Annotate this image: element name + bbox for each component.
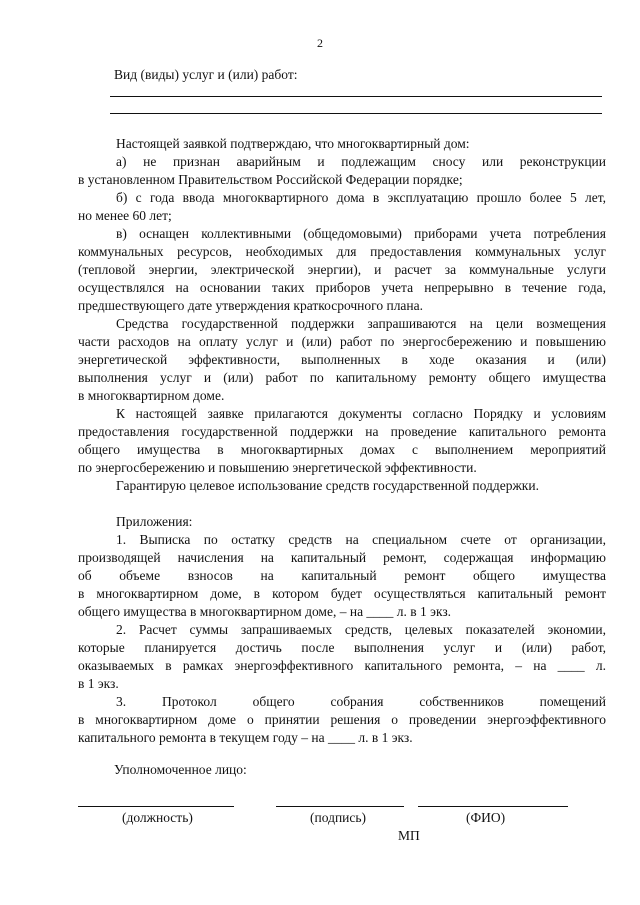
application-body: [78, 135, 606, 747]
condition-v-line-5: предшествующего дате утверждения краткосрочного плана.: [78, 298, 424, 313]
work-type-fill-line-2: [110, 113, 602, 114]
attachment-2-line-4: в 1 экз.: [78, 676, 119, 691]
attachment-2-line-3: оказываемых в рамках энергоэффективного капитального ремонта, – на ____ л.: [78, 658, 606, 673]
support-purpose-line-1: Средства государственной поддержки запрашиваются на цели возмещения: [116, 316, 606, 331]
condition-a-line-1: а) не признан аварийным и подлежащим сносу или реконструкции: [116, 154, 606, 169]
stamp-place: МП: [398, 828, 420, 843]
spacer: [78, 495, 606, 513]
attached-docs-line-1: К настоящей заявке прилагаются документы согласно Порядку и условиям: [116, 406, 606, 421]
attached-docs-line-3: общего имущества в многоквартирных домах с выполнением мероприятий: [78, 442, 606, 457]
condition-b-line-2: но менее 60 лет;: [78, 208, 172, 223]
attachment-1-line-3: об объеме взносов на капитальный ремонт общего имущества: [78, 568, 606, 583]
name-fill-line: [418, 806, 568, 807]
condition-v-line-1: в) оснащен коллективными (общедомовыми) приборами учета потребления: [116, 226, 606, 241]
attachment-1-line-2: производящей начисления на капитальный ремонт, содержащая информацию: [78, 550, 606, 565]
intro-paragraph: Настоящей заявкой подтверждаю, что многоквартирный дом:: [116, 136, 470, 151]
condition-b-line-1: б) с года ввода многоквартирного дома в эксплуатацию прошло более 5 лет,: [116, 190, 606, 205]
attachment-1-line-4: в многоквартирном доме, в котором будет осуществляться капитальный ремонт: [78, 586, 606, 601]
attachment-2-line-2: которые планируется достичь после выполнения услуг и (или) работ,: [78, 640, 606, 655]
condition-v-line-2: коммунальных ресурсов, необходимых для предоставления коммунальных услуг: [78, 244, 606, 259]
name-caption: (ФИО): [466, 810, 506, 825]
signature-caption: (подпись): [310, 810, 367, 825]
work-type-label: Вид (виды) услуг и (или) работ:: [114, 67, 298, 82]
attachment-3-line-1: 3. Протокол общего собрания собственников помещений: [116, 694, 606, 709]
attachment-2-line-1: 2. Расчет суммы запрашиваемых средств, целевых показателей экономии,: [116, 622, 606, 637]
position-fill-line: [78, 806, 234, 807]
page-number: 2: [317, 36, 323, 50]
support-purpose-line-2: части расходов на оплату услуг и (или) работ по энергосбережению и повышению: [78, 334, 606, 349]
support-purpose-line-4: выполнения услуг и (или) работ по капитальному ремонту общего имущества: [78, 370, 606, 385]
attachments-title: Приложения:: [116, 514, 193, 529]
position-caption: (должность): [122, 810, 193, 825]
condition-v-line-3: (тепловой энергии, электрической энергии), и расчет за коммунальные услуги: [78, 262, 606, 277]
attached-docs-line-2: предоставления государственной поддержки на проведение капитального ремонта: [78, 424, 606, 439]
attachment-3-line-2: в многоквартирном доме о принятии решения о проведении энергоэффективного: [78, 712, 606, 727]
attachment-1-line-5: общего имущества в многоквартирном доме, – на ____ л. в 1 экз.: [78, 604, 452, 619]
attachment-1-line-1: 1. Выписка по остатку средств на специальном счете от организации,: [116, 532, 606, 547]
condition-a-line-2: в установленном Правительством Российской Федерации порядке;: [78, 172, 463, 187]
signature-fill-line: [276, 806, 404, 807]
attachment-3-line-3: капитального ремонта в текущем году – на ____ л. в 1 экз.: [78, 730, 413, 745]
support-purpose-line-5: в многоквартирном доме.: [78, 388, 225, 403]
condition-v-line-4: осуществлялся на основании таких приборов учета непрерывно в течение года,: [78, 280, 606, 295]
work-type-fill-line-1: [110, 96, 602, 97]
attached-docs-line-4: по энергосбережению и повышению энергетической эффективности.: [78, 460, 477, 475]
support-purpose-line-3: энергетической эффективности, выполненных в ходе оказания и (или): [78, 352, 606, 367]
guarantee-paragraph: Гарантирую целевое использование средств государственной поддержки.: [116, 478, 539, 493]
authorized-person-label: Уполномоченное лицо:: [114, 762, 247, 777]
